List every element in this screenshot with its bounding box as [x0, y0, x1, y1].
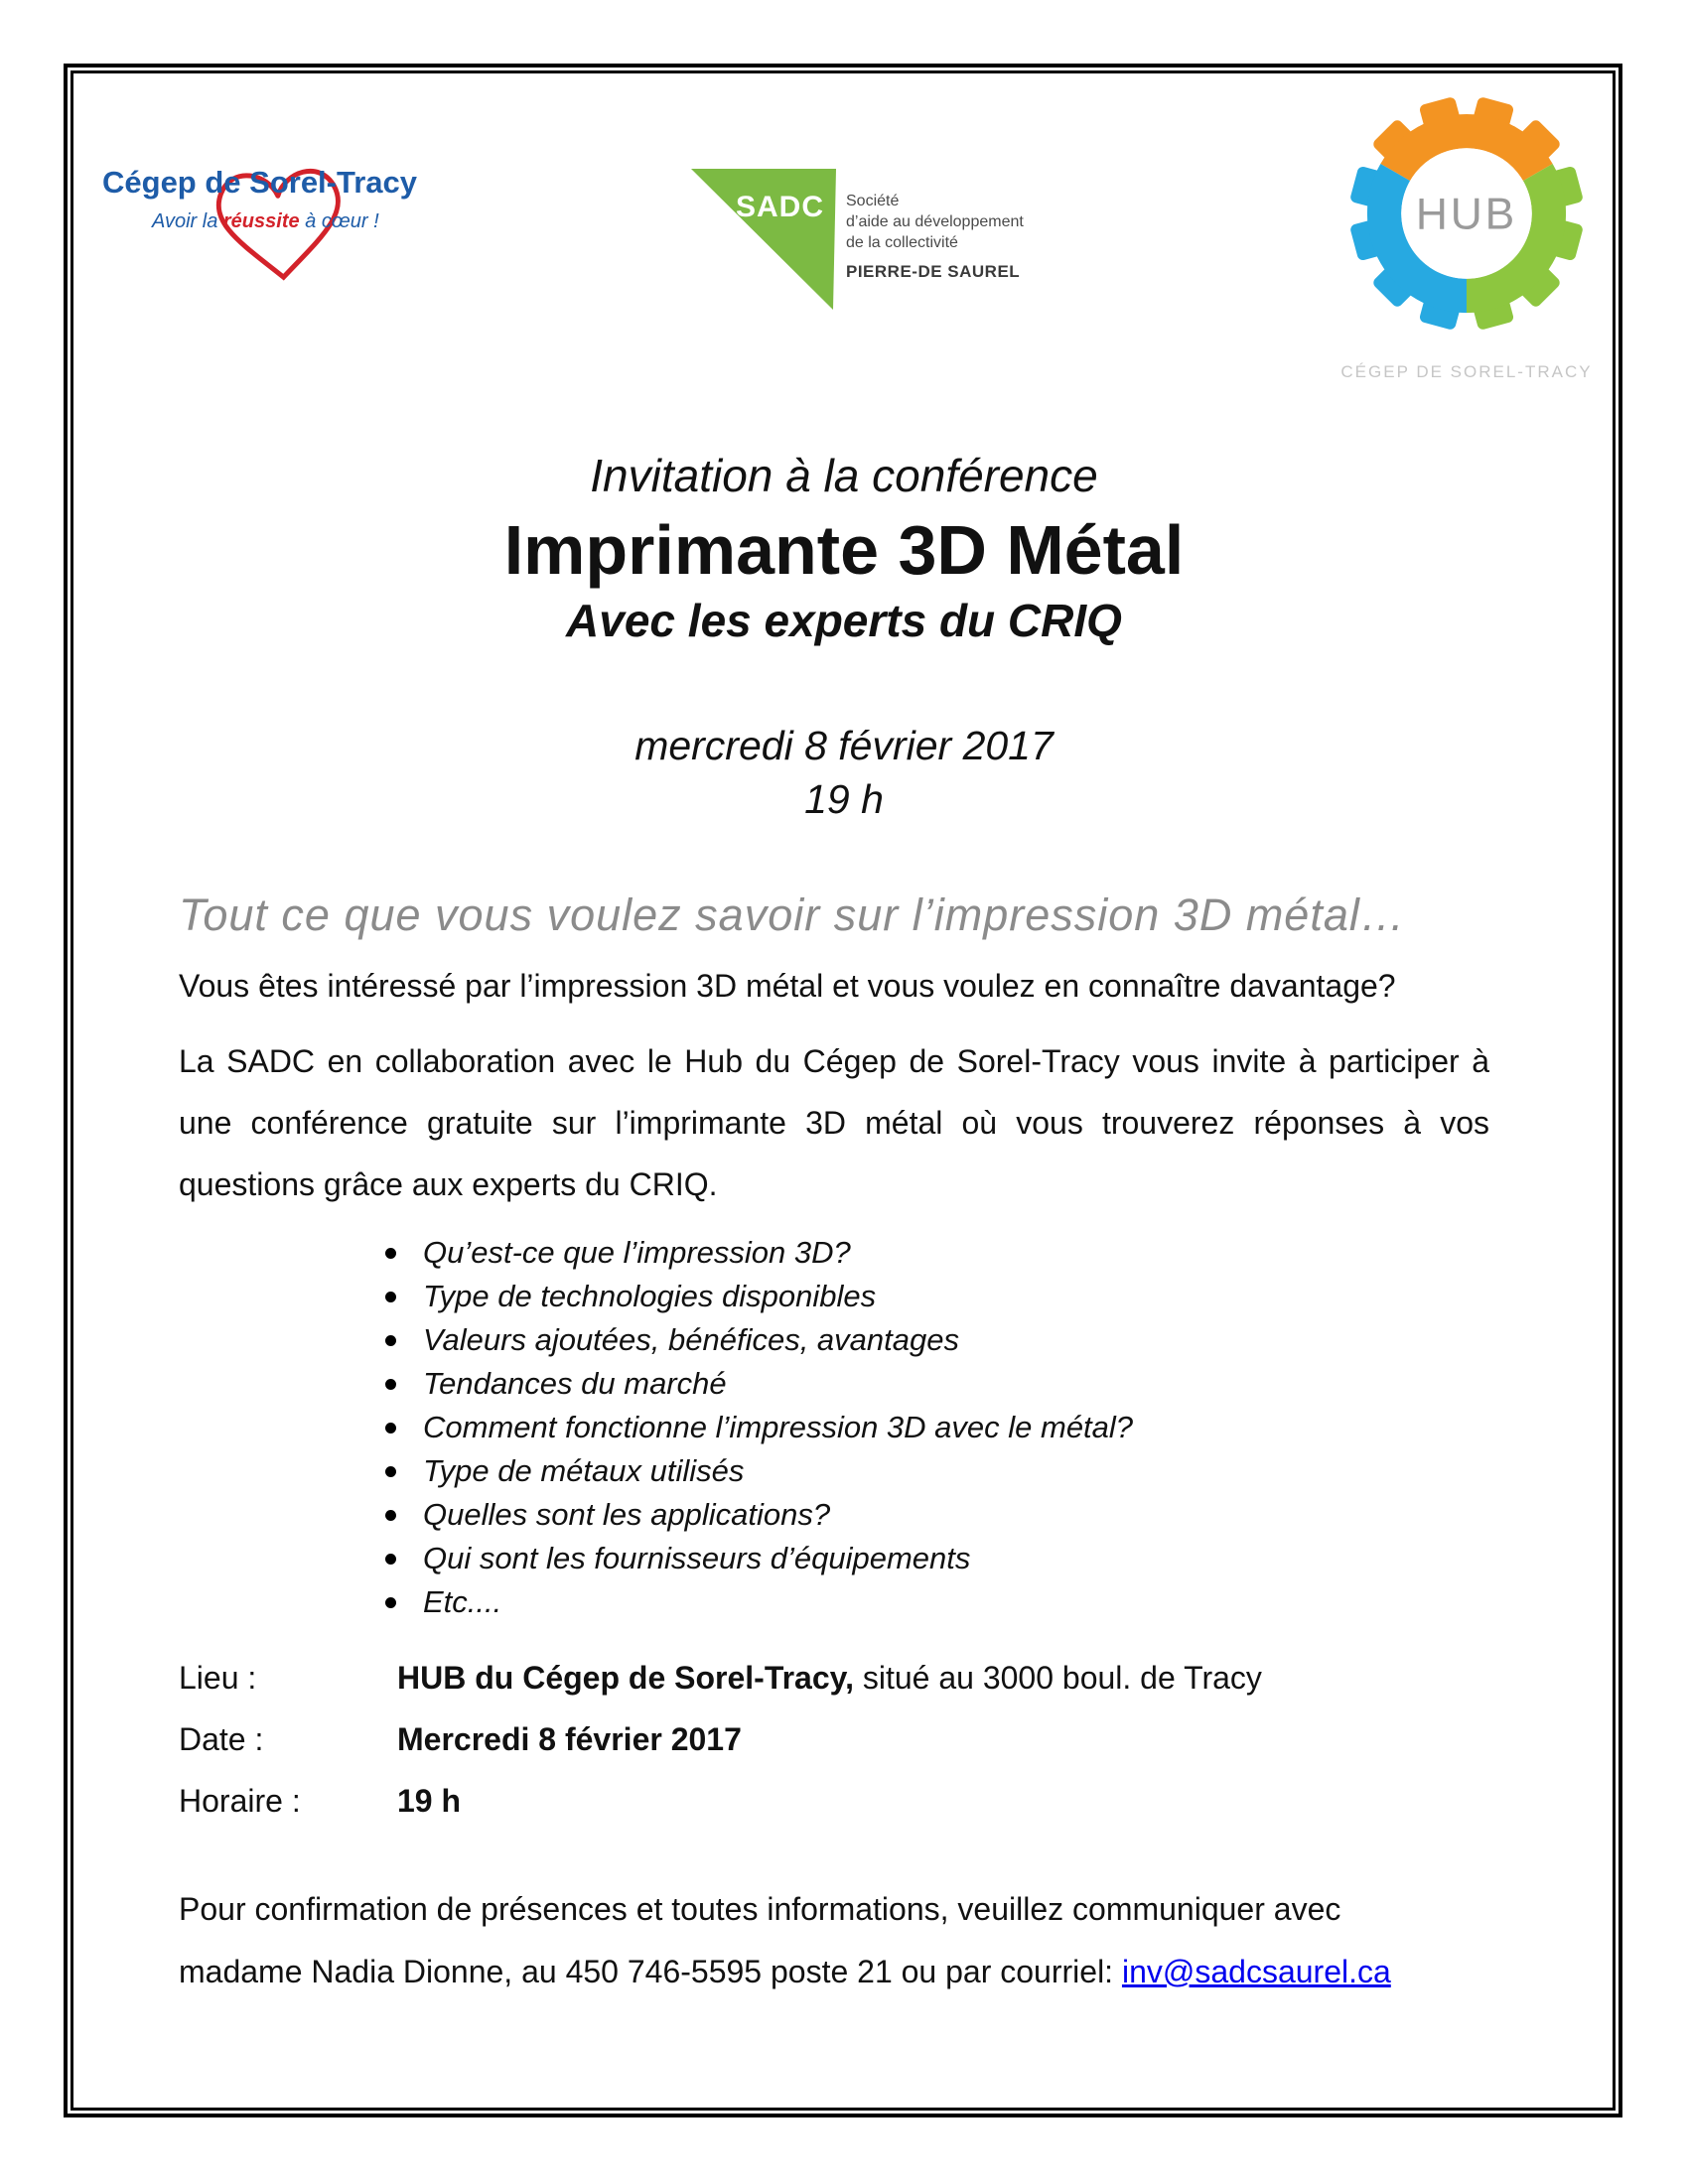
- hub-caption: CÉGEP DE SOREL-TRACY: [1340, 362, 1593, 381]
- intro-paragraph-2: La SADC en collaboration avec le Hub du Cégep de Sorel-Tracy vous invite à participer à une conférence gratuite sur l’imprimante 3D métal où vous trouverez réponses à vos questions grâce aux experts du CRIQ.: [179, 1043, 1489, 1202]
- detail-value: 19 h: [397, 1783, 462, 1819]
- detail-row-date: [179, 1719, 1489, 1759]
- bullet-icon: [385, 1466, 396, 1477]
- list-item: Qui sont les fournisseurs d’équipements: [385, 1537, 1489, 1580]
- list-item: Valeurs ajoutées, bénéfices, avantages: [385, 1318, 1489, 1362]
- page-title: Imprimante 3D Métal: [503, 511, 1185, 589]
- cegep-logo-name: Cégep de Sorel-Tracy: [102, 165, 418, 200]
- intro-heading: Tout ce que vous voulez savoir sur l’impression 3D métal…: [179, 889, 1406, 940]
- detail-row-lieu: [179, 1658, 1489, 1698]
- body-content: [179, 965, 1489, 2003]
- sadc-description: Société d’aide au développement de la collectivité PIERRE-DE SAUREL: [846, 193, 1024, 281]
- hub-gear-icon: [1325, 71, 1609, 355]
- bullet-icon: [385, 1597, 396, 1608]
- sadc-org-name: PIERRE-DE SAUREL: [846, 262, 1021, 281]
- list-item: Qu’est-ce que l’impression 3D?: [385, 1231, 1489, 1275]
- bullet-icon: [385, 1248, 396, 1259]
- detail-label: Horaire :: [179, 1783, 301, 1819]
- sadc-triangle-icon: [691, 169, 836, 310]
- bullet-icon: [385, 1292, 396, 1302]
- event-datetime: [0, 719, 1688, 826]
- bullet-icon: [385, 1335, 396, 1346]
- bullet-icon: [385, 1554, 396, 1565]
- detail-value: Mercredi 8 février 2017: [397, 1721, 742, 1757]
- sadc-acronym: SADC: [735, 191, 824, 223]
- list-item: Etc....: [385, 1580, 1489, 1624]
- list-item: Type de métaux utilisés: [385, 1449, 1489, 1493]
- list-item: Quelles sont les applications?: [385, 1493, 1489, 1537]
- detail-label: Date :: [179, 1721, 264, 1757]
- email-link[interactable]: inv@sadcsaurel.ca: [1121, 1954, 1391, 1989]
- sadc-logo: [691, 169, 1024, 310]
- list-item: Type de technologies disponibles: [385, 1275, 1489, 1318]
- list-item: Comment fonctionne l’impression 3D avec le métal?: [385, 1406, 1489, 1449]
- detail-value: HUB du Cégep de Sorel-Tracy, situé au 3000 boul. de Tracy: [397, 1660, 1262, 1696]
- list-item: Tendances du marché: [385, 1362, 1489, 1406]
- contact-line-1: Pour confirmation de présences et toutes informations, veuillez communiquer avec: [179, 1891, 1341, 1927]
- title-kicker: Invitation à la conférence: [590, 450, 1098, 501]
- bullet-icon: [385, 1379, 396, 1390]
- hub-label: HUB: [1415, 190, 1518, 239]
- event-date: mercredi 8 février 2017: [634, 723, 1054, 768]
- topics-list: [179, 1231, 1489, 1624]
- bullet-icon: [385, 1510, 396, 1521]
- hub-logo: [1313, 71, 1620, 382]
- title-subtitle: Avec les experts du CRIQ: [566, 595, 1122, 646]
- cegep-tagline: Avoir la réussite à cœur !: [152, 210, 379, 232]
- cegep-logo: [94, 159, 418, 308]
- contact-line-2: madame Nadia Dionne, au 450 746-5595 poste 21 ou par courriel: inv@sadcsaurel.ca: [179, 1954, 1391, 1989]
- event-details: [179, 1658, 1489, 1821]
- bullet-icon: [385, 1423, 396, 1433]
- event-time: 19 h: [804, 776, 884, 822]
- intro-paragraph-1: Vous êtes intéressé par l’impression 3D métal et vous voulez en connaître davantage?: [179, 968, 1396, 1004]
- contact-note: [179, 1878, 1489, 2003]
- detail-label: Lieu :: [179, 1660, 257, 1696]
- title-block: [0, 449, 1688, 826]
- detail-row-horaire: [179, 1781, 1489, 1821]
